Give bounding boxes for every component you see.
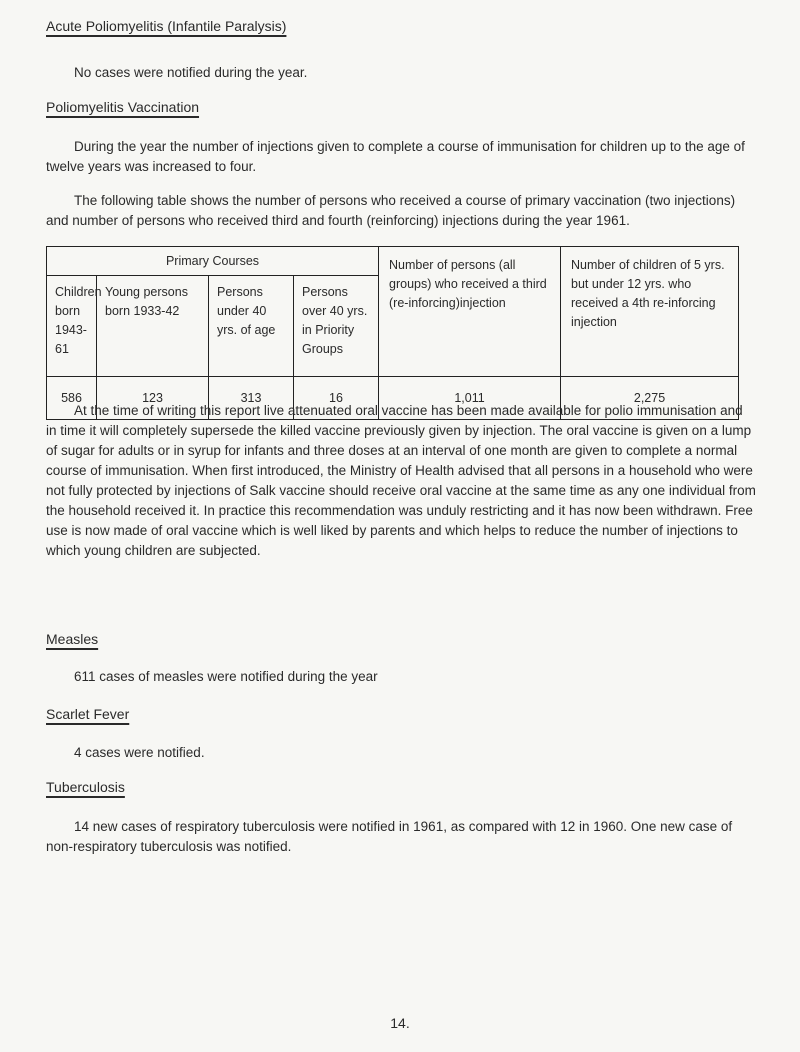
measles-text: 611 cases of measles were notified during the year — [74, 669, 378, 684]
scarlet-fever-text: 4 cases were notified. — [74, 745, 205, 760]
value-over-40: 16 — [294, 377, 379, 420]
vaccination-para-2: The following table shows the number of persons who received a course of primary vaccination (two injections) and number of persons who received third and fourth (reinforcing) injections during the year 1961. — [46, 193, 736, 228]
fourth-injection-header: Number of children of 5 yrs. but under 12 yrs. who received a 4th re-inforcing injection — [561, 247, 739, 377]
page-number: 14. — [390, 1015, 410, 1031]
vaccination-para-1: During the year the number of injections given to complete a course of immunisation for children up to the age of twelve years was increased to four. — [46, 139, 745, 174]
young-persons-header: Young persons born 1933-42 — [97, 276, 209, 377]
value-fourth-injection: 2,275 — [561, 377, 739, 420]
vaccination-table — [46, 246, 739, 420]
value-children: 586 — [47, 377, 97, 420]
over-40-header: Persons over 40 yrs. in Priority Groups — [294, 276, 379, 377]
value-young-persons: 123 — [97, 377, 209, 420]
table-header-row — [47, 247, 739, 276]
vaccination-heading: Poliomyelitis Vaccination — [46, 99, 200, 115]
polio-text: No cases were notified during the year. — [74, 65, 308, 80]
primary-courses-header: Primary Courses — [47, 247, 379, 276]
scarlet-fever-heading: Scarlet Fever — [46, 706, 130, 722]
polio-heading: Acute Poliomyelitis (Infantile Paralysis) — [46, 18, 287, 34]
tuberculosis-text: 14 new cases of respiratory tuberculosis were notified in 1961, as compared with 12 in 1960. One new case of non-respiratory tuberculosis was notified. — [46, 819, 733, 854]
children-header: Children born 1943-61 — [47, 276, 97, 377]
third-injection-header: Number of persons (all groups) who received a third (re-inforcing)injection — [379, 247, 561, 377]
under-40-header: Persons under 40 yrs. of age — [209, 276, 294, 377]
value-third-injection: 1,011 — [379, 377, 561, 420]
value-under-40: 313 — [209, 377, 294, 420]
vaccination-para-3: At the time of writing this report live attenuated oral vaccine has been made available for polio immunisation and in time it will completely supersede the killed vaccine previously given by injection. The oral vaccine is given on a lump of sugar for adults or in syrup for infants and three doses at an interval of one month are given to complete a normal course of immunisation. When first introduced, the Ministry of Health advised that all persons in a household who were not fully protected by injections of Salk vaccine should receive oral vaccine at the same time as any one individual from the household received it. In practice this recommendation was unduly restricting and it has now been withdrawn. Free use is now made of oral vaccine which is well liked by parents and which helps to reduce the number of injections to which young children are subjected. — [46, 403, 756, 558]
tuberculosis-heading: Tuberculosis — [46, 779, 125, 795]
measles-heading: Measles — [46, 631, 99, 647]
